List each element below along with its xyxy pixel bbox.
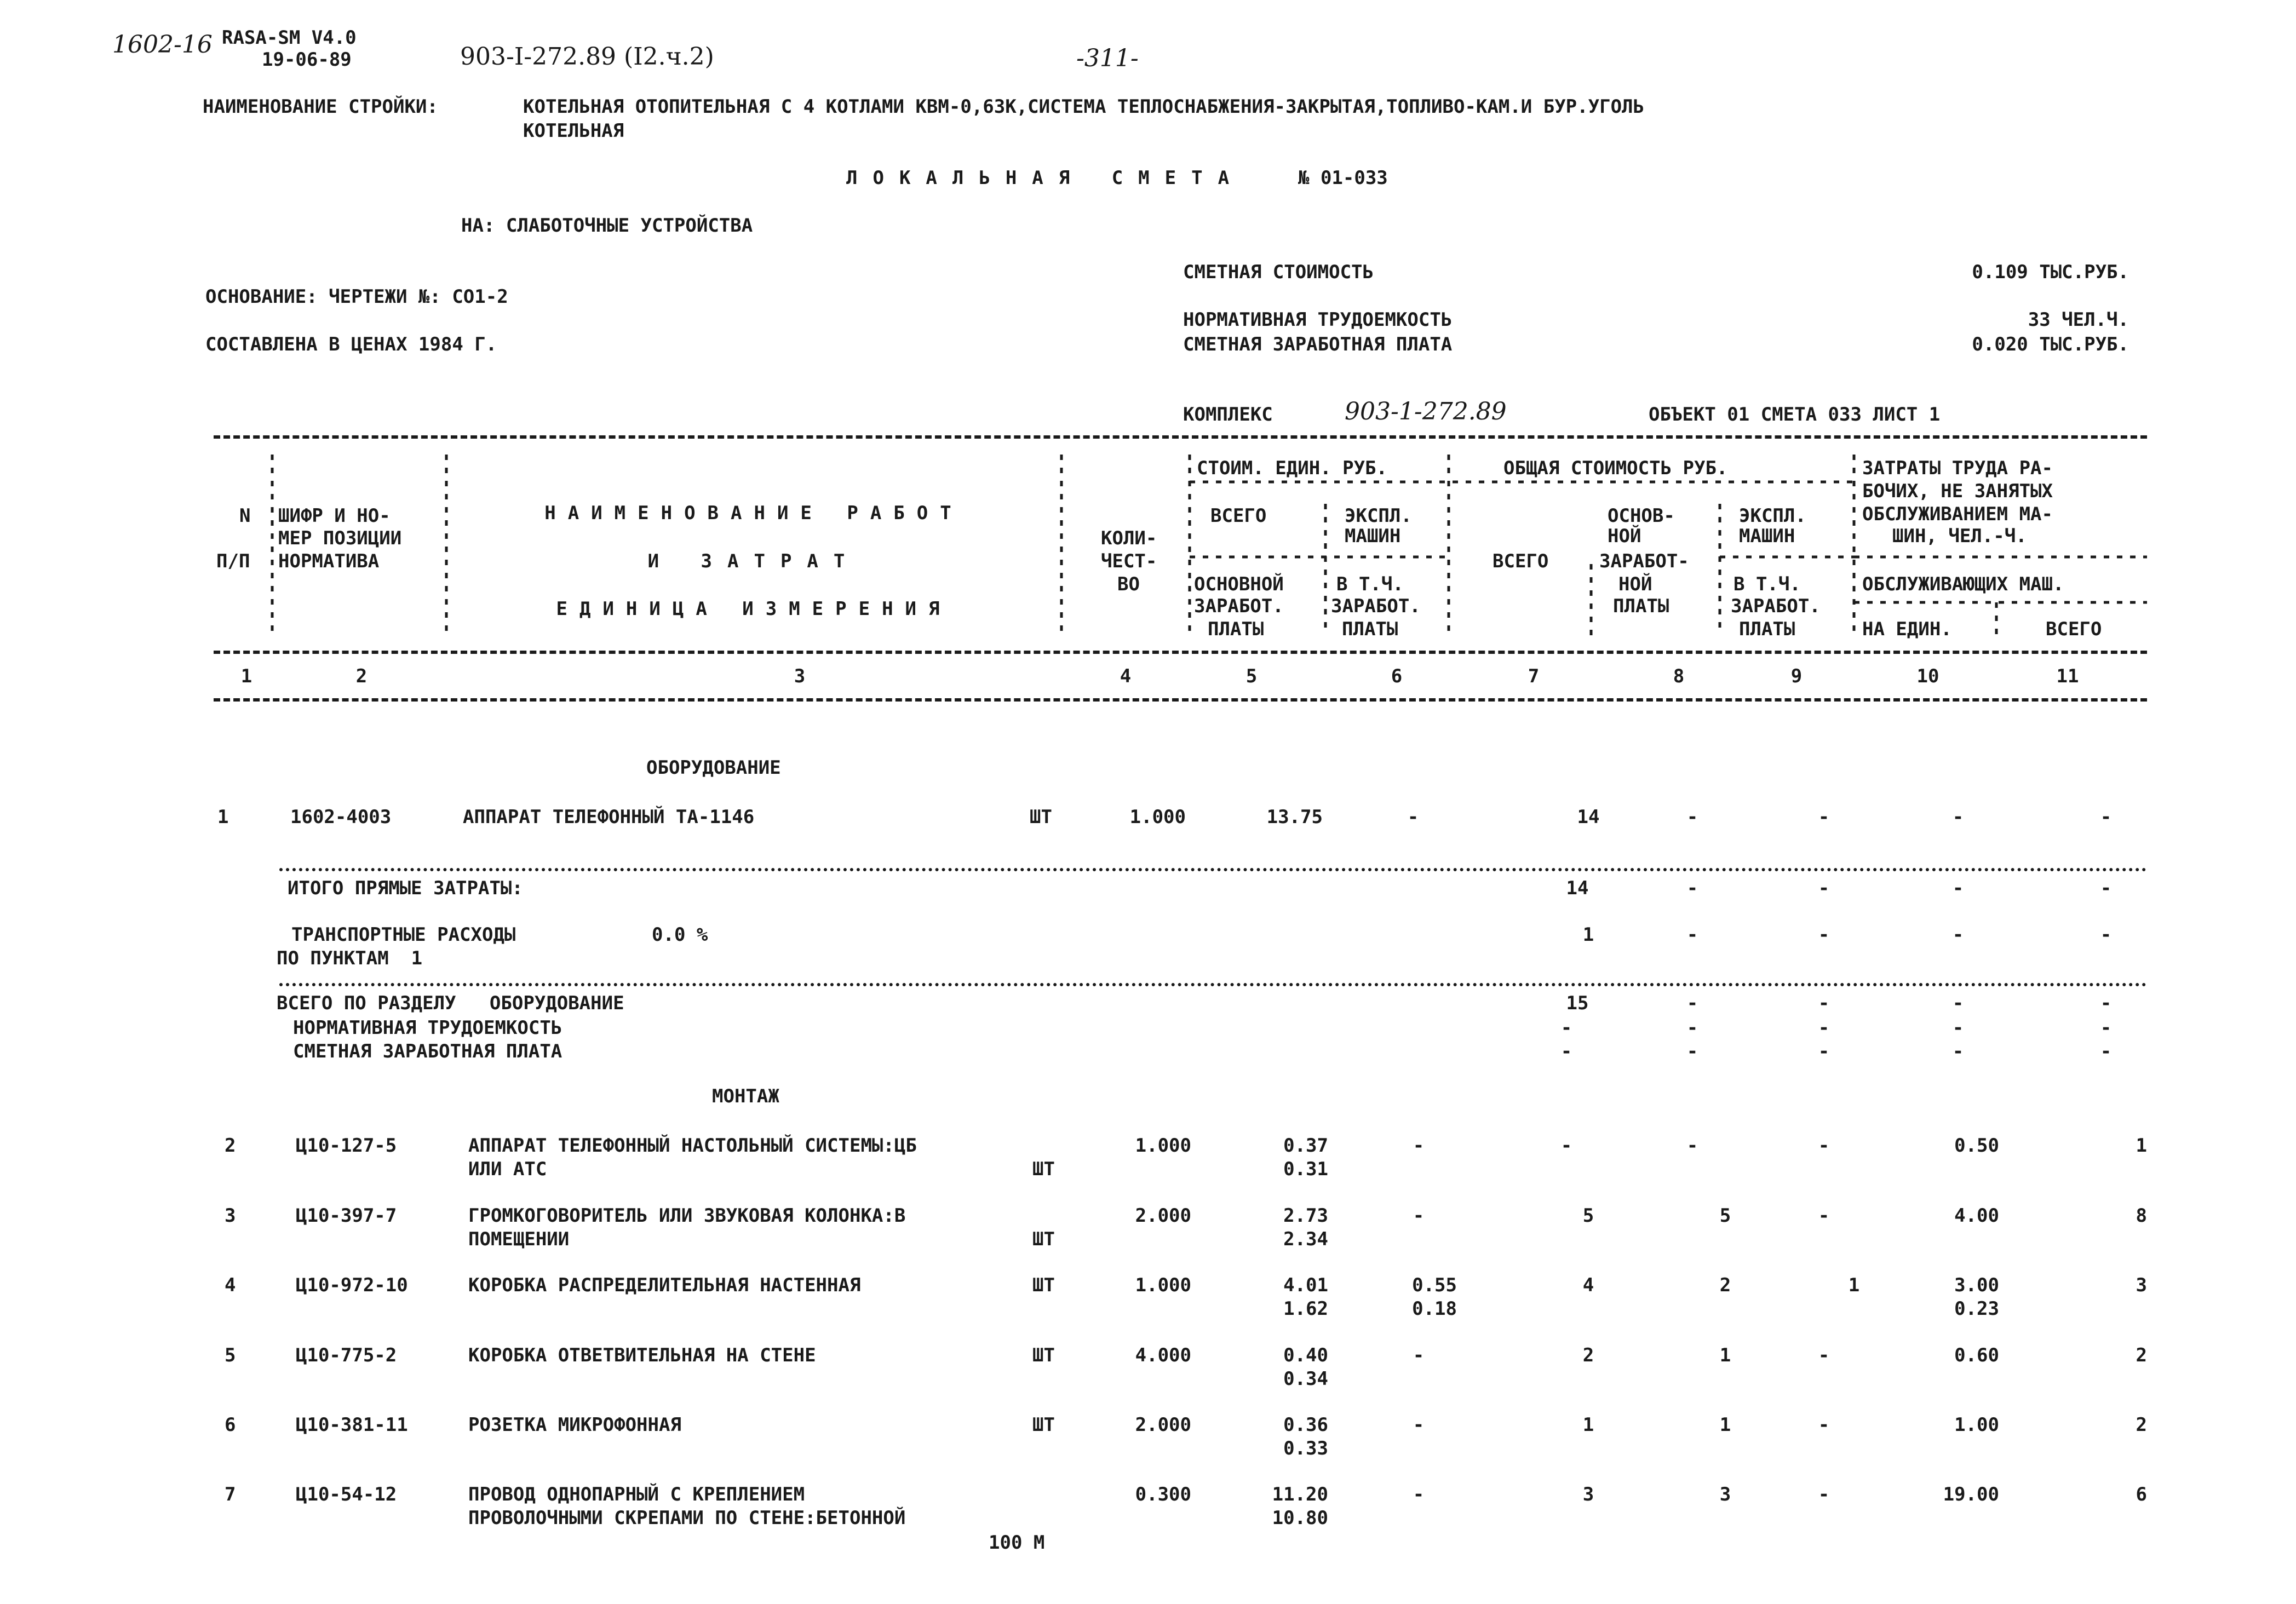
col9-label-3: В Т.Ч. [1734,573,1801,595]
row-c7: - [1560,1135,1572,1157]
row-code: Ц10-397-7 [296,1205,397,1227]
direct-c10: - [1952,877,1964,899]
row-number: 1 [217,806,229,828]
prices-basis: СОСТАВЛЕНА В ЦЕНАХ 1984 Г. [205,334,497,355]
row-c6a: 0.55 [1412,1274,1457,1296]
row-name-2: ПОМЕЩЕНИИ [468,1228,570,1250]
print-date: 19-06-89 [262,49,352,71]
row-c5a: 0.36 [1283,1414,1328,1436]
direct-costs-label: ИТОГО ПРЯМЫЕ ЗАТРАТЫ: [288,877,523,899]
transport-pct: 0.0 % [652,924,708,946]
col-qty-label: КОЛИ- [1101,527,1157,549]
norm-c9: - [1818,1017,1830,1039]
transport-label: ТРАНСПОРТНЫЕ РАСХОДЫ [291,924,516,946]
row-c10: - [1952,806,1964,828]
row-c9: - [1818,1414,1830,1436]
colnum-7: 7 [1528,665,1540,687]
col8-label: ОСНОВ- [1608,505,1675,527]
row-c8: 1 [1719,1344,1731,1366]
wage-c9: - [1818,1040,1830,1062]
col9-label-4: ЗАРАБОТ. [1731,595,1821,617]
row-qty: 0.300 [1135,1484,1191,1505]
wage-c7: - [1560,1040,1572,1062]
row-unit: ШТ [1032,1274,1055,1296]
wage-fund-label: СМЕТНАЯ ЗАРАБОТНАЯ ПЛАТА [293,1040,562,1062]
wage-label: СМЕТНАЯ ЗАРАБОТНАЯ ПЛАТА [1183,334,1453,355]
estimate-title: ЛОКАЛЬНАЯ СМЕТА [846,167,1245,189]
col-n-label: N [239,505,251,527]
row-c8: 1 [1719,1414,1731,1436]
row-name: КОРОБКА ОТВЕТВИТЕЛЬНАЯ НА СТЕНЕ [468,1344,816,1366]
wage-value: 0.020 ТЫС.РУБ. [1972,334,2129,355]
row-c5a: 11.20 [1272,1484,1328,1505]
section-total-c10: - [1952,992,1964,1014]
colnum-5: 5 [1245,665,1258,687]
row-c9: - [1818,1484,1830,1505]
row-c11: - [2100,806,2112,828]
row-unit: ШТ [1032,1344,1055,1366]
col6-label: ЭКСПЛ. [1345,505,1412,527]
row-c9: - [1818,1135,1830,1157]
row-c8: - [1686,806,1698,828]
col5-label: ВСЕГО [1210,505,1267,527]
col8-label-4: НОЙ [1618,573,1652,595]
col9-label-2: МАШИН [1739,525,1795,547]
row-c5b: 0.34 [1283,1368,1328,1390]
col-name-label-2: И ЗАТРАТ [647,550,860,572]
row-code: Ц10-972-10 [296,1274,408,1296]
row-qty: 1.000 [1135,1274,1191,1296]
row-name: ПРОВОД ОДНОПАРНЫЙ С КРЕПЛЕНИЕМ [468,1484,805,1505]
row-qty: 1.000 [1129,806,1186,828]
row-code: 1602-4003 [290,806,392,828]
row-unit: ШТ [1032,1228,1055,1250]
colnum-6: 6 [1391,665,1403,687]
estimate-number: № 01-033 [1298,167,1388,189]
row-c5b: 1.62 [1283,1298,1328,1320]
row-name: ГРОМКОГОВОРИТЕЛЬ ИЛИ ЗВУКОВАЯ КОЛОНКА:В [468,1205,906,1227]
col6-label-3: В Т.Ч. [1336,573,1404,595]
colnum-10: 10 [1916,665,1939,687]
col11-label: ВСЕГО [2046,618,2102,640]
section-total-c7: 15 [1566,992,1589,1014]
row-c6a: - [1413,1414,1425,1436]
row-c5: 13.75 [1266,806,1323,828]
wage-c11: - [2100,1040,2112,1062]
row-c10a: 0.50 [1954,1135,1999,1157]
row-qty: 2.000 [1135,1205,1191,1227]
row-c7: 1 [1582,1414,1594,1436]
row-c6a: - [1413,1484,1425,1505]
row-c7: 14 [1577,806,1600,828]
col-code-label-2: МЕР ПОЗИЦИИ [278,527,402,549]
construction-text-2: КОТЕЛЬНАЯ [523,120,624,142]
norm-c7: - [1560,1017,1572,1039]
row-number: 2 [225,1135,236,1157]
col7-label: ВСЕГО [1493,550,1549,572]
col5-label-3: ЗАРАБОТ. [1194,595,1284,617]
colnum-3: 3 [794,665,806,687]
row-c8: 5 [1719,1205,1731,1227]
row-name: АППАРАТ ТЕЛЕФОННЫЙ НАСТОЛЬНЫЙ СИСТЕМЫ:ЦБ [468,1135,917,1157]
col6-label-5: ПЛАТЫ [1342,618,1398,640]
section-total-c9: - [1818,992,1830,1014]
norm-c8: - [1686,1017,1698,1039]
row-unit: ШТ [1032,1414,1055,1436]
labor-group-label-3: ОБСЛУЖИВАНИЕМ МА- [1862,503,2053,525]
cost-value: 0.109 ТЫС.РУБ. [1972,261,2129,283]
construction-label: НАИМЕНОВАНИЕ СТРОЙКИ: [203,96,438,118]
direct-c8: - [1686,877,1698,899]
col10-label: НА ЕДИН. [1862,618,1952,640]
wage-c10: - [1952,1040,1964,1062]
row-c6a: - [1413,1205,1425,1227]
col6-label-4: ЗАРАБОТ. [1331,595,1421,617]
row-unit: 100 М [989,1532,1045,1554]
total-cost-group: ОБЩАЯ СТОИМОСТЬ РУБ. [1503,457,1728,479]
col9-label-5: ПЛАТЫ [1739,618,1795,640]
row-c5b: 0.31 [1283,1158,1328,1180]
project-number: 903-I-272.89 (I2.ч.2) [460,43,714,71]
row-c11: 1 [2136,1135,2147,1157]
row-c11: 6 [2136,1484,2147,1505]
row-c5a: 2.73 [1283,1205,1328,1227]
direct-c7: 14 [1566,877,1589,899]
row-unit: ШТ [1030,806,1052,828]
col9-label: ЭКСПЛ. [1739,505,1806,527]
row-c10a: 3.00 [1954,1274,1999,1296]
col-name-label: НАИМЕНОВАНИЕ РАБОТ [544,502,963,524]
col5-label-2: ОСНОВНОЙ [1194,573,1284,595]
section-total-c11: - [2100,992,2112,1014]
row-c10a: 4.00 [1954,1205,1999,1227]
section-total-label: ВСЕГО ПО РАЗДЕЛУ ОБОРУДОВАНИЕ [277,992,624,1014]
row-c7: 5 [1582,1205,1594,1227]
labor-group-label: ЗАТРАТЫ ТРУДА РА- [1862,457,2053,479]
col-qty-label-2: ЧЕСТ- [1101,550,1157,572]
col8-label-3: ЗАРАБОТ- [1599,550,1689,572]
row-c11: 8 [2136,1205,2147,1227]
row-c6a: - [1413,1344,1425,1366]
row-c9: - [1818,1344,1830,1366]
row-c9: 1 [1848,1274,1860,1296]
colnum-8: 8 [1673,665,1685,687]
labor-group-label-2: БОЧИХ, НЕ ЗАНЯТЫХ [1862,480,2053,502]
col-qty-label-3: ВО [1117,573,1140,595]
direct-c9: - [1818,877,1830,899]
row-code: Ц10-54-12 [296,1484,397,1505]
section-total-c8: - [1686,992,1698,1014]
col8-label-5: ПЛАТЫ [1613,595,1669,617]
row-c5a: 0.40 [1283,1344,1328,1366]
row-c7: 3 [1582,1484,1594,1505]
colnum-9: 9 [1790,665,1803,687]
row-c6b: 0.18 [1412,1298,1457,1320]
row-c5a: 4.01 [1283,1274,1328,1296]
col-code-label: ШИФР И НО- [278,505,391,527]
transport-c9: - [1818,924,1830,946]
row-number: 4 [225,1274,236,1296]
program-version: RASA-SM V4.0 [222,27,357,49]
colnum-1: 1 [240,665,252,687]
labor-group-label-4: ШИН, ЧЕЛ.-Ч. [1892,525,2027,547]
dotted-rule-2 [279,983,2147,986]
row-c6: - [1407,806,1419,828]
row-c5b: 0.33 [1283,1438,1328,1459]
row-qty: 4.000 [1135,1344,1191,1366]
row-name: РОЗЕТКА МИКРОФОННАЯ [468,1414,681,1436]
row-c11: 3 [2136,1274,2147,1296]
section-equipment-title: ОБОРУДОВАНИЕ [646,757,781,779]
dotted-rule [279,868,2147,871]
row-c10a: 1.00 [1954,1414,1999,1436]
transport-c8: - [1686,924,1698,946]
basis: ОСНОВАНИЕ: ЧЕРТЕЖИ №: СО1-2 [205,286,508,308]
row-qty: 1.000 [1135,1135,1191,1157]
row-name-2: ПРОВОЛОЧНЫМИ СКРЕПАМИ ПО СТЕНЕ:БЕТОННОЙ [468,1507,906,1529]
row-name: КОРОБКА РАСПРЕДЕЛИТЕЛЬНАЯ НАСТЕННАЯ [468,1274,861,1296]
subject: НА: СЛАБОТОЧНЫЕ УСТРОЙСТВА [461,215,753,237]
row-c8: 3 [1719,1484,1731,1505]
colnum-2: 2 [355,665,368,687]
wage-c8: - [1686,1040,1698,1062]
handwritten-code: 1602-16 [112,31,213,59]
row-code: Ц10-381-11 [296,1414,408,1436]
transport-c7: 1 [1582,924,1594,946]
row-c10a: 19.00 [1943,1484,1999,1505]
row-unit: ШТ [1032,1158,1055,1180]
section-mounting-title: МОНТАЖ [712,1085,779,1107]
row-number: 7 [225,1484,236,1505]
labor-value: 33 ЧЕЛ.Ч. [2028,309,2129,331]
col-n-label-2: П/П [216,550,250,572]
row-c7: 2 [1582,1344,1594,1366]
row-c9: - [1818,806,1830,828]
complex-value: 903-1-272.89 [1345,398,1507,426]
col5-label-4: ПЛАТЫ [1208,618,1264,640]
page-number: -311- [1076,44,1139,72]
row-number: 5 [225,1344,236,1366]
row-c11: 2 [2136,1344,2147,1366]
cost-label: СМЕТНАЯ СТОИМОСТЬ [1183,261,1374,283]
colnum-4: 4 [1120,665,1132,687]
labor-sub-label: ОБСЛУЖИВАЮЩИХ МАШ. [1862,573,2064,595]
norm-labor-label: НОРМАТИВНАЯ ТРУДОЕМКОСТЬ [293,1017,562,1039]
row-c5a: 0.37 [1283,1135,1328,1157]
norm-c11: - [2100,1017,2112,1039]
row-qty: 2.000 [1135,1414,1191,1436]
row-c10b: 0.23 [1954,1298,1999,1320]
object-sheet: ОБЪЕКТ 01 СМЕТА 033 ЛИСТ 1 [1649,404,1941,426]
col6-label-2: МАШИН [1345,525,1401,547]
row-c5b: 2.34 [1283,1228,1328,1250]
complex-label: КОМПЛЕКС [1183,404,1273,426]
row-name: АППАРАТ ТЕЛЕФОННЫЙ ТА-1146 [463,806,755,828]
row-c8: 2 [1719,1274,1731,1296]
row-c11: 2 [2136,1414,2147,1436]
col8-label-2: НОЙ [1608,525,1641,547]
col-name-label-3: ЕДИНИЦА ИЗМЕРЕНИЯ [556,598,952,620]
unit-cost-group: СТОИМ. ЕДИН. РУБ. [1197,457,1387,479]
colnum-11: 11 [2056,665,2079,687]
labor-label: НОРМАТИВНАЯ ТРУДОЕМКОСТЬ [1183,309,1453,331]
row-c9: - [1818,1205,1830,1227]
row-c5b: 10.80 [1272,1507,1328,1529]
norm-c10: - [1952,1017,1964,1039]
direct-c11: - [2100,877,2112,899]
row-c6a: - [1413,1135,1425,1157]
row-c10a: 0.60 [1954,1344,1999,1366]
row-c8: - [1686,1135,1698,1157]
row-c7: 4 [1582,1274,1594,1296]
transport-c11: - [2100,924,2112,946]
transport-points: ПО ПУНКТАМ 1 [277,947,423,969]
row-code: Ц10-775-2 [296,1344,397,1366]
row-name-2: ИЛИ АТС [468,1158,547,1180]
row-number: 3 [225,1205,236,1227]
col-code-label-3: НОРМАТИВА [278,550,380,572]
transport-c10: - [1952,924,1964,946]
row-code: Ц10-127-5 [296,1135,397,1157]
construction-text: КОТЕЛЬНАЯ ОТОПИТЕЛЬНАЯ С 4 КОТЛАМИ КВМ-0,63К,СИСТЕМА ТЕПЛОСНАБЖЕНИЯ-ЗАКРЫТАЯ,ТОПЛИВО-КАМ.И БУР.УГОЛЬ [523,96,1644,118]
row-number: 6 [225,1414,236,1436]
